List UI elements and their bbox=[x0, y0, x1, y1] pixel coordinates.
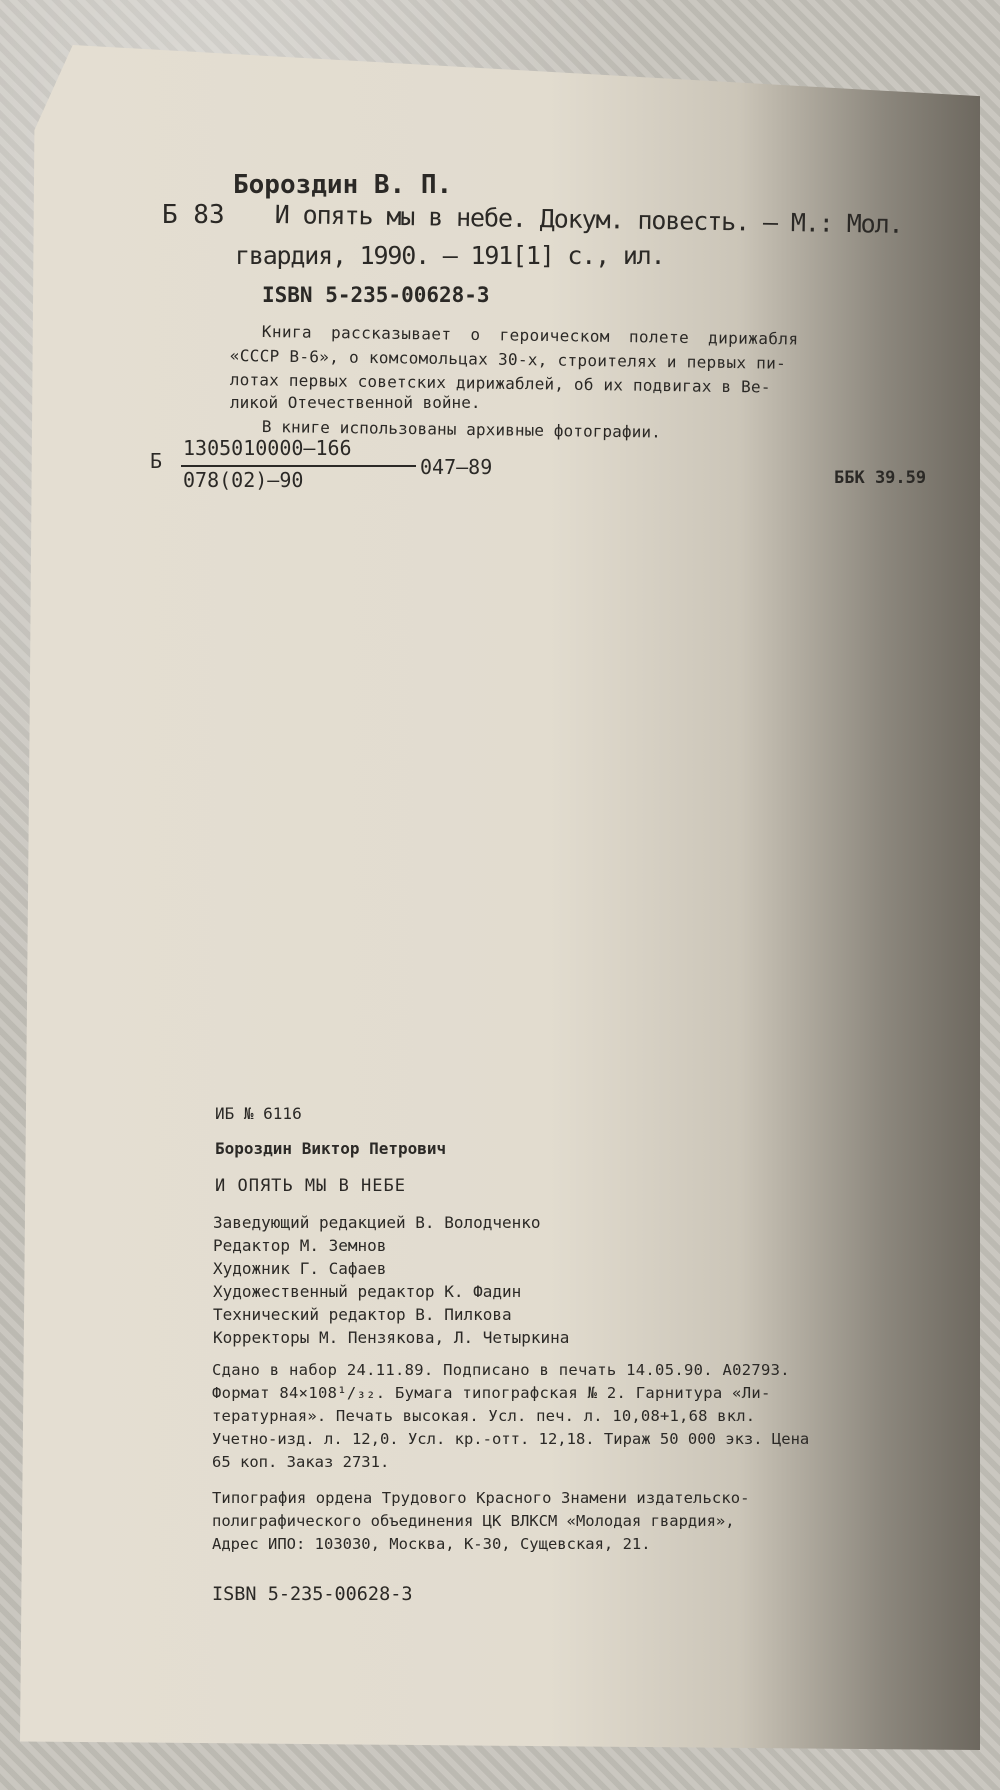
index-numerator: 1305010000—166 bbox=[183, 436, 352, 460]
annotation-line-2: «СССР В-6», о комсомольцах 30-х, строителях и первых пи- bbox=[229, 346, 787, 373]
imprint-ib-number: ИБ № 6116 bbox=[215, 1104, 302, 1123]
staff-line-2: Редактор М. Земнов bbox=[213, 1236, 387, 1255]
catalog-title-line1: И опять мы в небе. Докум. повесть. — М.: Мол. bbox=[274, 200, 903, 239]
annotation-line-5: В книге использованы архивные фотографии. bbox=[261, 417, 662, 442]
staff-line-1: Заведующий редакцией В. Володченко bbox=[213, 1213, 541, 1232]
staff-line-3: Художник Г. Сафаев bbox=[213, 1259, 387, 1278]
catalog-author: Бороздин В. П. bbox=[233, 170, 453, 200]
printer-line-3: Адрес ИПО: 103030, Москва, К-30, Сущевская, 21. bbox=[212, 1535, 651, 1553]
staff-line-5: Технический редактор В. Пилкова bbox=[213, 1305, 512, 1324]
index-fraction-bar bbox=[181, 465, 416, 467]
annotation-line-3: лотах первых советских дирижаблей, об их подвигах в Ве- bbox=[229, 370, 771, 397]
catalog-title-line2: гвардия, 1990. — 191[1] с., ил. bbox=[235, 241, 665, 270]
imprint-author: Бороздин Виктор Петрович bbox=[215, 1139, 447, 1158]
index-letter: Б bbox=[150, 449, 163, 473]
printer-line-1: Типография ордена Трудового Красного Знамени издательско- bbox=[212, 1489, 750, 1507]
print-details-line-4: Учетно-изд. л. 12,0. Усл. кр.-отт. 12,18. Тираж 50 000 экз. Цена bbox=[212, 1430, 810, 1448]
printer-line-2: полиграфического объединения ЦК ВЛКСМ «Молодая гвардия», bbox=[212, 1512, 735, 1530]
bbk-code: ББК 39.59 bbox=[834, 468, 927, 488]
catalog-isbn: ISBN 5-235-00628-3 bbox=[262, 283, 490, 307]
print-details-line-2: Формат 84×108¹/₃₂. Бумага типографская № 2. Гарнитура «Ли- bbox=[212, 1384, 771, 1402]
annotation-line-4: ликой Отечественной войне. bbox=[230, 393, 481, 412]
staff-line-4: Художественный редактор К. Фадин bbox=[213, 1282, 522, 1301]
imprint-isbn: ISBN 5-235-00628-3 bbox=[212, 1584, 413, 1605]
imprint-title: И ОПЯТЬ МЫ В НЕБЕ bbox=[215, 1176, 406, 1196]
annotation-line-1: Книга рассказывает о героическом полете дирижабля bbox=[261, 322, 799, 349]
print-details-line-3: тературная». Печать высокая. Усл. печ. л. 10,08+1,68 вкл. bbox=[212, 1407, 756, 1425]
print-details-line-1: Сдано в набор 24.11.89. Подписано в печать 14.05.90. А02793. bbox=[212, 1361, 790, 1379]
index-denominator: 078(02)—90 bbox=[183, 468, 304, 492]
staff-line-6: Корректоры М. Пензякова, Л. Четыркина bbox=[213, 1328, 570, 1347]
index-suffix: 047—89 bbox=[420, 455, 493, 479]
catalog-code: Б 83 bbox=[162, 200, 225, 230]
print-details-line-5: 65 коп. Заказ 2731. bbox=[212, 1453, 390, 1471]
